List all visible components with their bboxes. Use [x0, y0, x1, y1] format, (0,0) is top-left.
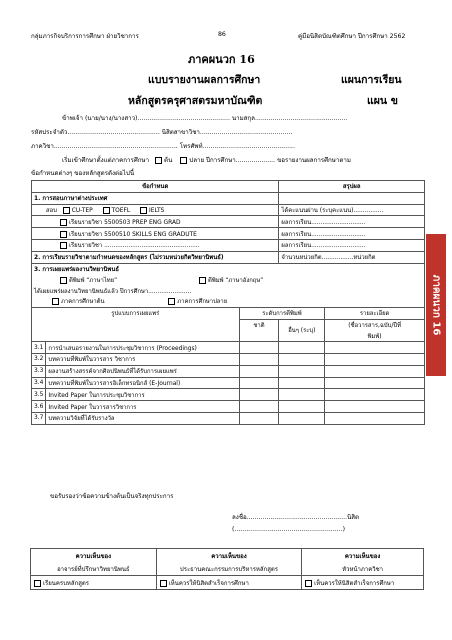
appendix-side-tab-label: ภาคผนวก 16 — [430, 274, 442, 336]
pub-detail-line2: (ชื่อวารสาร,ฉบับ/ปีที่ — [325, 319, 425, 330]
signature-line[interactable]: ลงชื่อ...................................................นิสิต — [232, 514, 360, 521]
head-approve-checkbox[interactable] — [305, 580, 312, 587]
course-1-label: เรียนรายวิชา 5500503 PREP ENG GRAD — [69, 219, 181, 226]
semester-line — [62, 155, 351, 165]
cutep-checkbox[interactable] — [63, 207, 70, 214]
form-title: แบบรายงานผลการศึกษา — [148, 74, 261, 86]
toefl-label: TOEFL — [111, 207, 131, 214]
header-right: คู่มือนิสิตบัณฑิตศึกษา ปีการศึกษา 2562 — [298, 33, 406, 40]
chair-heading: ความเห็นของ — [156, 549, 301, 563]
semester-label: เริ่มเข้าศึกษาตั้งแต่ภาคการศึกษา — [62, 157, 150, 164]
course-2-checkbox[interactable] — [60, 231, 67, 238]
table-row — [32, 401, 425, 413]
complete-course-checkbox[interactable] — [34, 580, 41, 587]
exam-options — [32, 204, 279, 216]
complete-course-label: เรียนครบหลักสูตร — [43, 579, 89, 587]
ielts-label: IELTS — [149, 207, 165, 214]
publish-year-line[interactable]: ได้เผยแพร่ผลงานวิทยานิพนธ์แล้ว ปีการศึกษา....................... — [32, 285, 425, 296]
chair-approve-label: เห็นควรให้นิสิตสำเร็จการศึกษา — [168, 579, 249, 587]
appendix-title: ภาคผนวก 16 — [188, 53, 255, 66]
certify-statement: ขอรับรองว่าข้อความข้างต้นเป็นจริงทุกประการ — [50, 493, 174, 500]
col-requirements: ข้อกำหนด — [32, 181, 279, 193]
row-text: การนำเสนอรายงานในการประชุมวิชาการ (Proceedings) — [46, 342, 239, 354]
course-1-result[interactable]: ผลการเรียน............................. — [279, 216, 425, 228]
course-2-result[interactable]: ผลการเรียน............................. — [279, 228, 425, 240]
id-field-line[interactable]: รหัสประจำตัว............................................... นิสิตสาขาวิชา............................................... — [31, 129, 293, 136]
first-semester-checkbox[interactable] — [155, 157, 162, 164]
head-role: หัวหน้าภาควิชา — [302, 562, 424, 576]
approval-table — [30, 548, 424, 590]
head-approve-label: เห็นควรให้นิสิตสำเร็จการศึกษา — [314, 579, 395, 587]
table-row — [32, 365, 425, 377]
course-3-checkbox[interactable] — [60, 242, 67, 249]
academic-year-line[interactable]: ปีการศึกษา.................... ขอรายงานผลการศึกษาตาม — [206, 157, 351, 164]
course-3-result[interactable]: ผลการเรียน............................. — [279, 239, 425, 251]
second-term-checkbox[interactable] — [168, 298, 175, 305]
header-left: กลุ่มภารกิจบริการการศึกษา ฝ่ายวิชาการ — [31, 33, 139, 40]
program-title: หลักสูตรครุศาสตรมหาบัณฑิต — [128, 95, 263, 107]
row-no: 3.4 — [32, 377, 46, 389]
advisor-heading: ความเห็นของ — [31, 549, 157, 563]
head-heading: ความเห็นของ — [302, 549, 424, 563]
second-semester-checkbox[interactable] — [180, 157, 187, 164]
first-term-label: ภาคการศึกษาต้น — [61, 299, 105, 306]
course-2-label: เรียนรายวิชา 5500510 SKILLS ENG GRADUTE — [69, 231, 197, 238]
row-text: บทความวิจัยที่ได้รับรางวัล — [46, 412, 239, 424]
section-1-heading: 1. การสอบภาษาต่างประเทศ — [32, 192, 279, 204]
row-no: 3.6 — [32, 401, 46, 413]
table-row — [32, 412, 425, 424]
english-publish-label: ตีพิมพ์ “ภาษาอังกฤษ” — [208, 277, 264, 284]
col-summary: สรุปผล — [279, 181, 425, 193]
page-number: 86 — [218, 31, 226, 38]
section-2-heading: 2. การเรียนรายวิชาตามกำหนดของหลักสูตร (ไม่รวมหน่วยกิตวิทยานิพนธ์) — [32, 251, 279, 263]
course-3-label: เรียนรายวิชา ................................................... — [69, 243, 200, 250]
table-row — [32, 377, 425, 389]
ielts-checkbox[interactable] — [140, 207, 147, 214]
thai-publish-checkbox[interactable] — [60, 277, 67, 284]
chair-approve-checkbox[interactable] — [160, 580, 167, 587]
row-no: 3.7 — [32, 412, 46, 424]
credits-field[interactable]: จำนวนหน่วยกิต.................หน่วยกิต — [279, 251, 425, 263]
appendix-side-tab — [426, 234, 446, 376]
score-field[interactable]: ได้คะแนนผ่าน (ระบุคะแนน)................ — [279, 204, 425, 216]
requirements-table — [31, 180, 425, 425]
department-field-line[interactable]: ภาควิชา............................................................... โทรศัพท์............................................... — [31, 143, 295, 150]
first-term-checkbox[interactable] — [52, 298, 59, 305]
row-text: บทความที่พิมพ์ในวารสาร วิชาการ — [46, 353, 239, 365]
row-text: ผลงานสร้างสรรค์จากศิลปนิพนธ์ที่ได้รับการเผยแพร่ — [46, 365, 239, 377]
pub-national-header: ชาติ — [239, 319, 279, 342]
table-row — [32, 353, 425, 365]
table-row — [32, 389, 425, 401]
chair-role: ประธานคณะกรรมการบริหารหลักสูตร — [156, 562, 301, 576]
advisor-role: อาจารย์ที่ปรึกษาวิทยานิพนธ์ — [31, 562, 157, 576]
row-no: 3.5 — [32, 389, 46, 401]
row-no: 3.3 — [32, 365, 46, 377]
plan-value: แผน ข — [367, 95, 398, 107]
table-row — [32, 342, 425, 354]
pub-other-header: อื่นๆ (ระบุ) — [279, 319, 325, 342]
row-no: 3.2 — [32, 353, 46, 365]
first-semester-label: ต้น — [164, 157, 173, 164]
second-term-label: ภาคการศึกษาปลาย — [177, 299, 228, 306]
english-publish-checkbox[interactable] — [199, 277, 206, 284]
plan-label: แผนการเรียน — [341, 74, 402, 86]
thai-publish-label: ตีพิมพ์ “ภาษาไทย” — [69, 277, 118, 284]
section-3-heading: 3. การเผยแพร่ผลงานวิทยานิพนธ์ — [32, 263, 425, 274]
row-text: Invited Paper ในวารสารวิชาการ — [46, 401, 239, 413]
pub-detail-header: รายละเอียด — [325, 307, 425, 319]
signature-name-line[interactable]: (.......................................................) — [232, 526, 346, 533]
pub-level-header: ระดับการตีพิมพ์ — [239, 307, 325, 319]
name-field-line[interactable]: ข้าพเจ้า (นาย/นาง/นางสาว)............................................... นามสกุล............................................... — [62, 115, 348, 122]
course-1-checkbox[interactable] — [60, 219, 67, 226]
row-text: Invited Paper ในการประชุมวิชาการ — [46, 389, 239, 401]
pub-detail-line3: พิมพ์) — [325, 330, 425, 341]
row-text: บทความที่พิมพ์ในวารสารอิเล็กทรอนิกส์ (E-Journal) — [46, 377, 239, 389]
second-semester-label: ปลาย — [189, 157, 205, 164]
pub-format-header: รูปแบบการเผยแพร่ — [32, 307, 240, 341]
requirements-intro: ข้อกำหนดต่างๆ ของหลักสูตรดังต่อไปนี้ — [31, 170, 135, 177]
toefl-checkbox[interactable] — [103, 207, 110, 214]
exam-label: สอบ — [46, 207, 57, 214]
cutep-label: CU-TEP — [71, 207, 93, 214]
row-no: 3.1 — [32, 342, 46, 354]
